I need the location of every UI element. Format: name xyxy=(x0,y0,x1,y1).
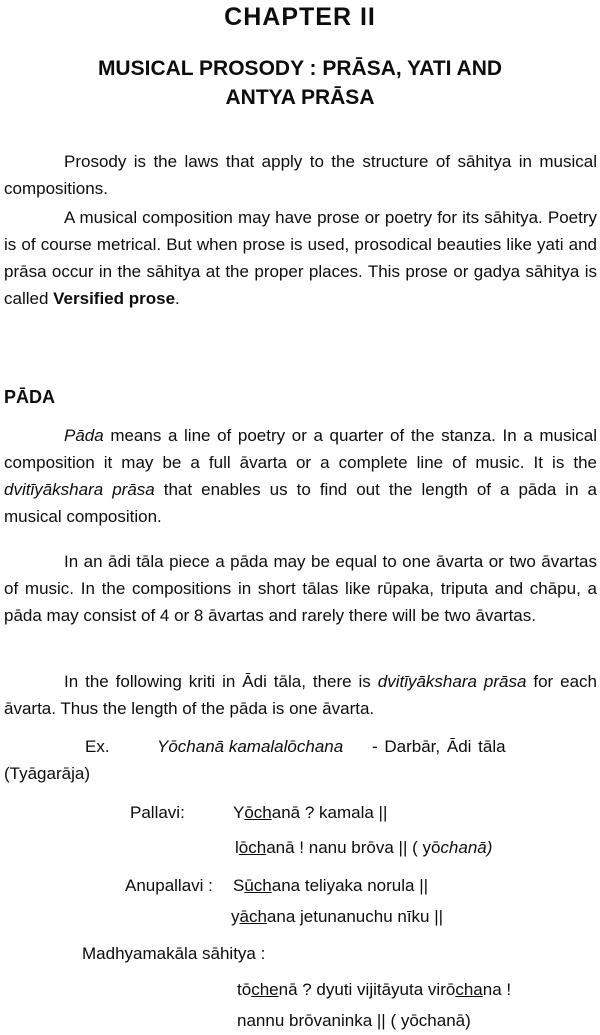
intro-paragraph-2: A musical composition may have prose or poetry for its sāhitya. Poetry is of course metrical. But when prose is used, prosodical beauties like yati and prāsa occur in the sāhitya at the proper places. This prose or gadya sāhitya is called Versified prose. xyxy=(4,208,597,308)
example-composer: (Tyāgarāja) xyxy=(4,764,90,783)
pada-paragraph-3: In the following kriti in Ādi tāla, there is dvitīyākshara prāsa for each āvarta. Thus the length of the pāda is one āvarta. xyxy=(4,672,597,718)
pada-heading: PĀDA xyxy=(4,387,56,407)
madhyamakala-line-2: nannu brōvaninka || ( yōchanā) xyxy=(237,1011,471,1030)
pada-paragraph-2: In an ādi tāla piece a pāda may be equal to one āvarta or two āvartas of music. In the compositions in short tālas like rūpaka, triputa and chāpu, a pāda may consist of 4 or 8 āvartas and rarely there will be two āvartas. xyxy=(4,552,597,625)
anupallavi-line-1: Sūchana teliyaka norula || xyxy=(233,876,429,895)
intro-paragraph-1: Prosody is the laws that apply to the structure of sāhitya in musical compositions. xyxy=(4,152,597,198)
madhyamakala-label: Madhyamakāla sāhitya : xyxy=(82,944,266,963)
example-label: Ex. xyxy=(85,737,110,756)
chapter-title-line-1: MUSICAL PROSODY : PRĀSA, YATI AND xyxy=(97,57,503,80)
pada-paragraph-1: Pāda means a line of poetry or a quarter of the stanza. In a musical composition it may be a full āvarta or a complete line of music. It is the dvitīyākshara prāsa that enables us to find out the length of a pāda in a musical composition. xyxy=(4,426,597,526)
example-song-title: Yōchanā kamalalōchana xyxy=(157,737,344,756)
anupallavi-label: Anupallavi : xyxy=(125,876,213,895)
pallavi-line-2: lōchanā ! nanu brōva || ( yōchanā) xyxy=(235,838,493,857)
versified-prose-term: Versified prose xyxy=(53,289,176,308)
example-raga-tala: - Darbār, Ādi tāla xyxy=(372,737,506,756)
pallavi-label: Pallavi: xyxy=(130,803,185,822)
chapter-title-line-2: ANTYA PRĀSA xyxy=(225,86,375,109)
anupallavi-line-2: yāchana jetunanuchu nīku || xyxy=(231,907,444,926)
chapter-title xyxy=(0,54,600,112)
madhyamakala-line-1: tōchenā ? dyuti vijitāyuta virōchana ! xyxy=(237,980,512,999)
pallavi-line-1: Yōchanā ? kamala || xyxy=(233,803,388,822)
chapter-heading: CHAPTER II xyxy=(224,3,376,31)
